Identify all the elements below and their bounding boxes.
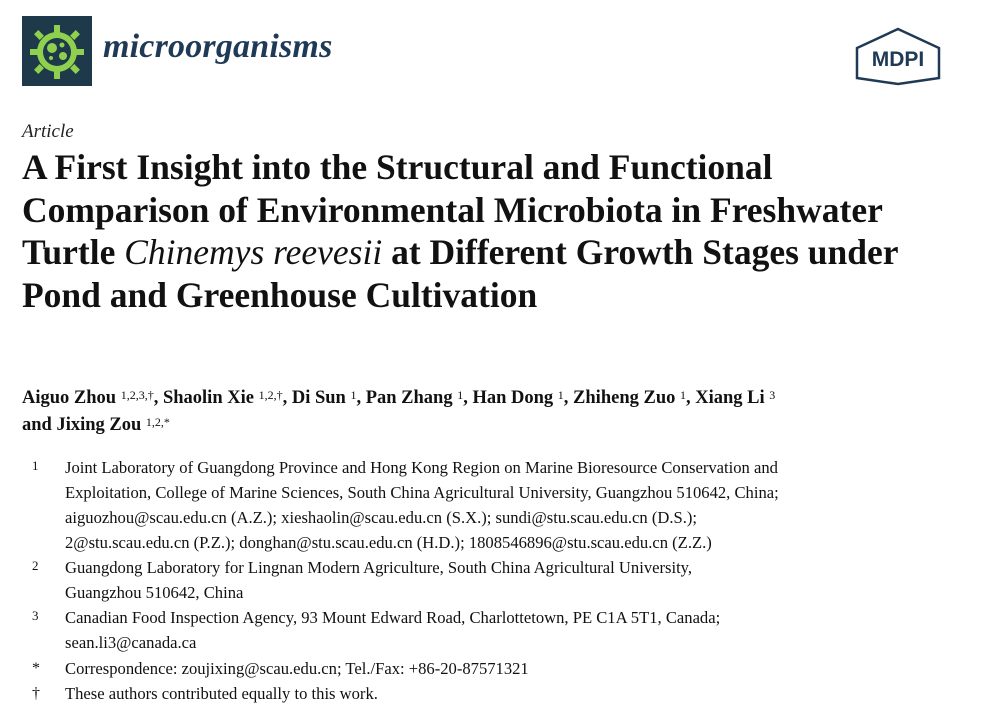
journal-name: microorganisms bbox=[103, 28, 333, 65]
microorganism-icon bbox=[22, 16, 92, 86]
author: Han Dong bbox=[472, 388, 554, 408]
publisher-logo bbox=[853, 26, 943, 86]
author-list: Aiguo Zhou $^{1,2,3,\dagger}$, Shaolin Xie $^{1,2,\dagger}$, Di Sun $^1$, Pan Zhang $^1$, Han Dong $^1$, Zhiheng Zuo $^1$, Xiang Li $^3$ and Jixing Zou $^{1,2,*}$ bbox=[22, 388, 776, 435]
article-type: Article bbox=[22, 121, 74, 142]
author: Xiang Li bbox=[695, 388, 765, 408]
species-name: Chinemys reevesii bbox=[124, 232, 383, 272]
author: Aiguo Zhou bbox=[22, 388, 117, 408]
svg-text:MDPI: MDPI bbox=[871, 48, 925, 71]
journal-logo bbox=[22, 16, 92, 86]
author: Jixing Zou bbox=[56, 415, 142, 435]
article-title: A First Insight into the Structural and Functional Comparison of Environmental Microbiota in Freshwater Turtle Chinemys reevesii at Different Growth Stages under Pond and Greenhouse Cultivation bbox=[22, 147, 898, 315]
author: Di Sun bbox=[291, 388, 346, 408]
author: Shaolin Xie bbox=[162, 388, 254, 408]
author: Zhiheng Zuo bbox=[573, 388, 676, 408]
author: Pan Zhang bbox=[365, 388, 453, 408]
